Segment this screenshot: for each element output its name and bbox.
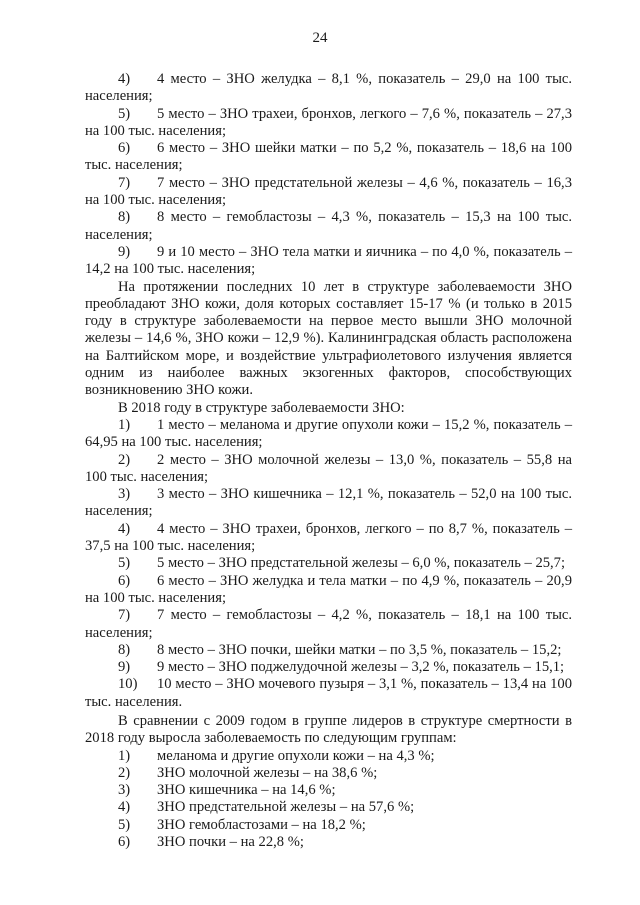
list-item-text: 3 место – ЗНО кишечника – 12,1 %, показатель – 52,0 на 100 тыс. населения; — [85, 486, 572, 520]
list-number: 4) — [118, 799, 131, 816]
list-item — [85, 748, 572, 765]
list-item — [85, 782, 572, 799]
list-item — [85, 209, 572, 244]
list-number: 9) — [118, 243, 131, 260]
list-item-text: ЗНО кишечника – на 14,6 %; — [157, 782, 336, 799]
document-body — [85, 71, 572, 851]
list-item — [85, 106, 572, 141]
list-item — [85, 676, 572, 711]
list-number: 4) — [118, 520, 131, 537]
list-number: 1) — [118, 416, 131, 433]
list-item — [85, 765, 572, 782]
list-item-text: 1 место – меланома и другие опухоли кожи – 15,2 %, показатель – 64,95 на 100 тыс. населения; — [85, 416, 572, 451]
list-item-text: 8 место – гемобластозы – 4,3 %, показатель – 15,3 на 100 тыс. населения; — [85, 209, 572, 243]
list-item-text: 8 место – ЗНО почки, шейки матки – по 3,5 %, показатель – 15,2; — [157, 641, 562, 658]
list-item-text: ЗНО гемобластозами – на 18,2 %; — [157, 816, 366, 833]
list-item — [85, 555, 572, 572]
heading-2018: В 2018 году в структуре заболеваемости ЗНО: — [118, 399, 405, 416]
list-number: 8) — [118, 209, 131, 226]
paragraph-comparison: В сравнении с 2009 годом в группе лидеров в структуре смертности в 2018 году выросла заболеваемость по следующим группам: — [85, 712, 572, 747]
list-item-text: 9 и 10 место – ЗНО тела матки и яичника – по 4,0 %, показатель – 14,2 на 100 тыс. населения; — [85, 243, 572, 278]
list-item-text: меланома и другие опухоли кожи – на 4,3 %; — [157, 747, 435, 764]
list-number: 2) — [118, 764, 131, 781]
list-number: 10) — [118, 676, 138, 693]
list-item-text: 7 место – ЗНО предстательной железы – 4,6 %, показатель – 16,3 на 100 тыс. населения; — [85, 174, 572, 209]
list-item-text: 5 место – ЗНО предстательной железы – 6,0 %, показатель – 25,7; — [157, 555, 566, 572]
list-number: 6) — [118, 140, 131, 157]
list-item-text: 4 место – ЗНО желудка – 8,1 %, показатель – 29,0 на 100 тыс. населения; — [85, 71, 572, 105]
list-item — [85, 244, 572, 279]
list-item-text: ЗНО молочной железы – на 38,6 %; — [157, 764, 378, 781]
page-number: 24 — [312, 30, 328, 46]
list-number: 9) — [118, 659, 131, 676]
list-item — [85, 452, 572, 487]
list-item — [85, 834, 572, 851]
list-item — [85, 659, 572, 676]
list-item-text: 7 место – гемобластозы – 4,2 %, показатель – 18,1 на 100 тыс. населения; — [85, 607, 572, 641]
list-item — [85, 71, 572, 106]
list-number: 3) — [118, 782, 131, 799]
list-item — [85, 573, 572, 608]
list-item — [85, 642, 572, 659]
list-number: 7) — [118, 174, 131, 191]
list-item-text: 6 место – ЗНО желудка и тела матки – по 4,9 %, показатель – 20,9 на 100 тыс. населения; — [85, 572, 572, 606]
list-item-text: 2 место – ЗНО молочной железы – 13,0 %, показатель – 55,8 на 100 тыс. населения; — [85, 451, 572, 485]
list-item-text: 6 место – ЗНО шейки матки – по 5,2 %, показатель – 18,6 на 100 тыс. населения; — [85, 140, 572, 174]
paragraph-trend: На протяжении последних 10 лет в структуре заболеваемости ЗНО преобладают ЗНО кожи, доля которых составляет 15-17 % (и только в 2015 году в структуре заболеваемости на первое место вышли ЗНО молочной железы – 14,6 %, ЗНО кожи – 12,9 %). Калининградская область расположена на Балтийском море, и воздействие ультрафиолетового излучения является одним из наиболее важных экзогенных факторов, способствующих возникновению ЗНО кожи. — [85, 278, 572, 399]
list-item — [85, 607, 572, 642]
list-number: 5) — [118, 555, 131, 572]
list-number: 3) — [118, 486, 131, 503]
list-number: 6) — [118, 834, 131, 851]
list-item — [85, 175, 572, 210]
list-item-text: 9 место – ЗНО поджелудочной железы – 3,2 %, показатель – 15,1; — [157, 659, 565, 676]
list-number: 7) — [118, 607, 131, 624]
list-item — [85, 417, 572, 452]
list-number: 5) — [118, 105, 131, 122]
list-number: 4) — [118, 71, 131, 87]
list-item-text: 10 место – ЗНО мочевого пузыря – 3,1 %, показатель – 13,4 на 100 тыс. населения. — [85, 676, 572, 710]
list-item-text: ЗНО почки – на 22,8 %; — [157, 834, 304, 851]
list-item — [85, 817, 572, 834]
list-item-text: ЗНО предстательной железы – на 57,6 %; — [157, 799, 415, 816]
list-item — [85, 140, 572, 175]
list-item — [85, 521, 572, 556]
list-item — [85, 799, 572, 816]
list-number: 1) — [118, 747, 131, 764]
list-item-text: 5 место – ЗНО трахеи, бронхов, легкого – 7,6 %, показатель – 27,3 на 100 тыс. населения; — [85, 105, 572, 139]
list-item — [85, 486, 572, 521]
list-number: 5) — [118, 816, 131, 833]
list-number: 6) — [118, 572, 131, 589]
list-item-text: 4 место – ЗНО трахеи, бронхов, легкого – по 8,7 %, показатель – 37,5 на 100 тыс. населения; — [85, 520, 572, 555]
list-number: 2) — [118, 451, 131, 468]
list-number: 8) — [118, 641, 131, 658]
